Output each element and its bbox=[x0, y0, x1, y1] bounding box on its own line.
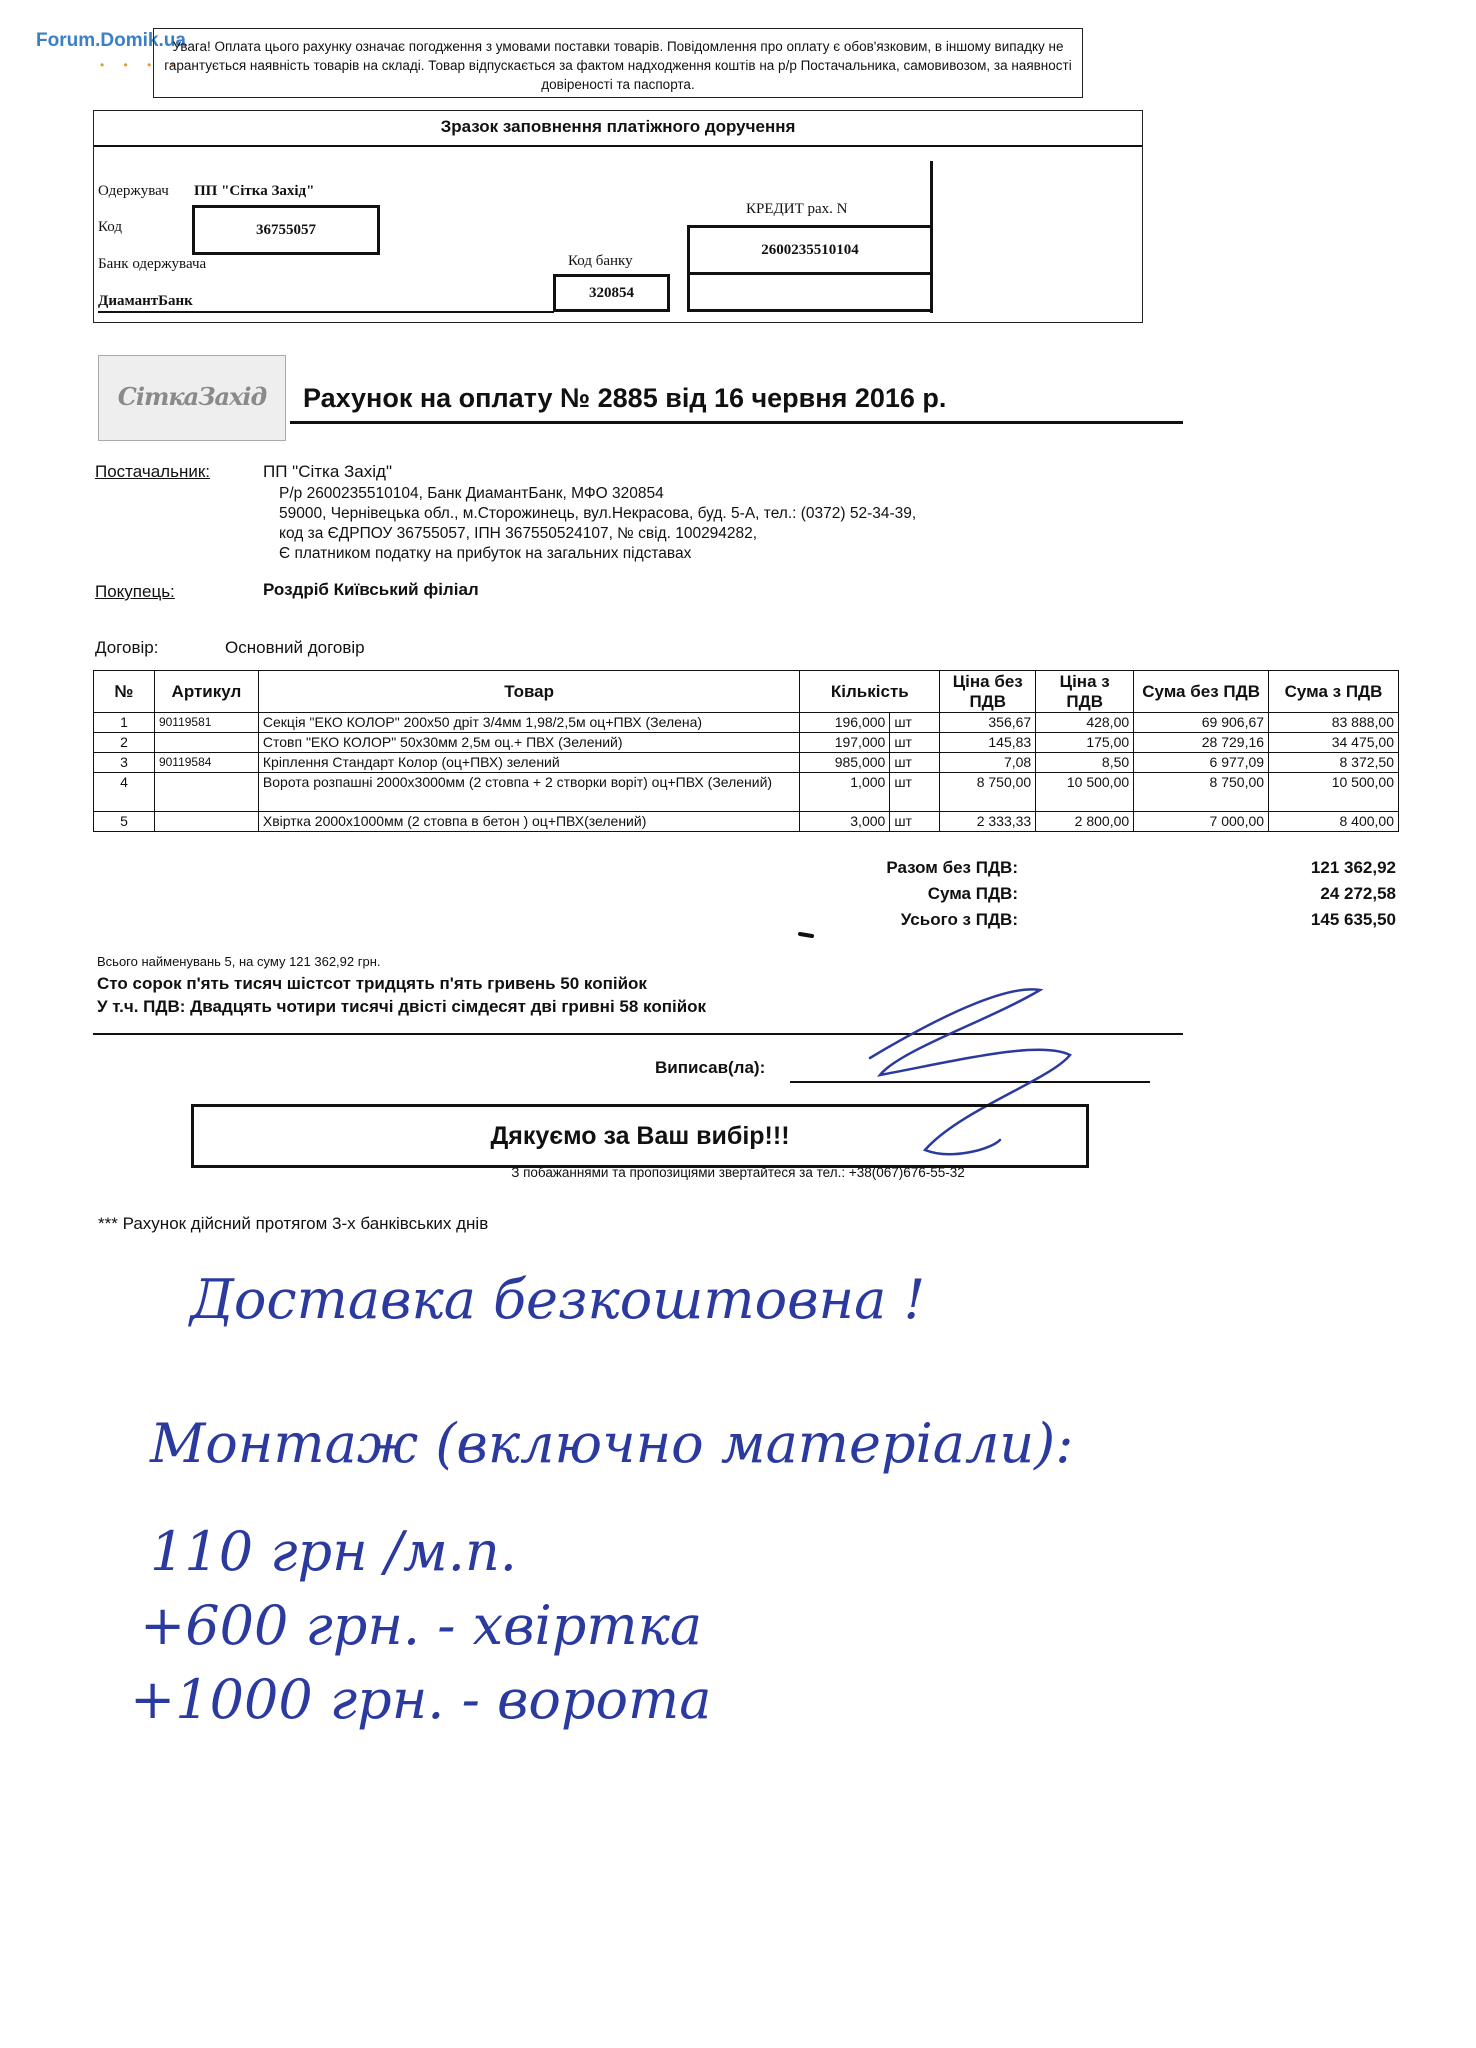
forum-watermark: Forum.Domik.ua bbox=[36, 30, 186, 51]
row-price: 356,67 bbox=[940, 713, 1036, 733]
row-price-vat: 10 500,00 bbox=[1036, 773, 1134, 812]
contract-value: Основний договір bbox=[225, 638, 365, 657]
payment-notice: Увага! Оплата цього рахунку означає погодження з умовами поставки товарів. Повідомлення про оплату є обов'язковим, в іншому випадку не гарантується наявність товарів на складі. Товар відпускається за фактом надходження коштів на р/р Постачальника, самовивозом, за наявності довіреності та паспорта. bbox=[153, 28, 1083, 98]
watermark-dots: • • • • bbox=[100, 58, 183, 72]
items-count-line: Всього найменувань 5, на суму 121 362,92 грн. bbox=[97, 954, 381, 969]
supplier-line-3: код за ЄДРПОУ 36755057, ІПН 367550524107, № свід. 100294282, bbox=[279, 525, 758, 542]
row-price-vat: 428,00 bbox=[1036, 713, 1134, 733]
row-price: 145,83 bbox=[940, 733, 1036, 753]
col-number: № bbox=[94, 671, 155, 713]
row-sum-vat: 10 500,00 bbox=[1269, 773, 1399, 812]
bank-code-label: Код банку bbox=[568, 253, 633, 269]
supplier-line-2: 59000, Чернівецька обл., м.Сторожинець, вул.Некрасова, буд. 5-А, тел.: (0372) 52-34-39, bbox=[279, 505, 917, 522]
thanks-banner: Дякуємо за Ваш вибір!!! bbox=[191, 1104, 1089, 1168]
row-article: 90119584 bbox=[154, 753, 258, 773]
row-sum-vat: 83 888,00 bbox=[1269, 713, 1399, 733]
row-qty: 3,000 bbox=[800, 812, 890, 832]
bank-label: Банк одержувача bbox=[98, 256, 207, 272]
row-qty: 197,000 bbox=[800, 733, 890, 753]
code-value-box: 36755057 bbox=[192, 205, 380, 255]
code-label: Код bbox=[98, 219, 122, 235]
row-number: 1 bbox=[94, 713, 155, 733]
buyer-name: Роздріб Київський філіал bbox=[263, 580, 479, 599]
total-no-vat-label: Разом без ПДВ: bbox=[886, 858, 1018, 877]
contact-line: З побажаннями та пропозиціями звертайтеся за тел.: +38(067)676-55-32 bbox=[511, 1165, 965, 1180]
bank-code-box: 320854 bbox=[553, 274, 670, 312]
amount-in-words: Сто сорок п'ять тисяч шістсот тридцять п'ять гривень 50 копійок bbox=[97, 974, 647, 993]
col-price-vat: Ціна з ПДВ bbox=[1036, 671, 1134, 713]
supplier-label: Постачальник: bbox=[95, 462, 210, 481]
vat-in-words: У т.ч. ПДВ: Двадцять чотири тисячі двісті сімдесят дві гривні 58 копійок bbox=[97, 997, 707, 1016]
row-number: 2 bbox=[94, 733, 155, 753]
handwritten-wicket-price: +600 грн. - хвіртка bbox=[140, 1594, 703, 1657]
row-price: 8 750,00 bbox=[940, 773, 1036, 812]
vat-value: 24 272,58 bbox=[1320, 884, 1396, 903]
row-sum: 69 906,67 bbox=[1134, 713, 1269, 733]
col-article: Артикул bbox=[154, 671, 258, 713]
vat-label: Сума ПДВ: bbox=[927, 884, 1018, 903]
supplier-line-4: Є платником податку на прибуток на загальних підставах bbox=[279, 545, 692, 562]
row-unit: шт bbox=[890, 713, 940, 733]
row-product: Хвіртка 2000х1000мм (2 стовпа в бетон ) оц+ПВХ(зелений) bbox=[258, 812, 799, 832]
row-unit: шт bbox=[890, 753, 940, 773]
row-unit: шт bbox=[890, 812, 940, 832]
credit-label: КРЕДИТ рах. N bbox=[746, 201, 848, 217]
handwritten-installation: Монтаж (включно матеріали): bbox=[150, 1412, 1074, 1475]
row-product: Секція "ЕКО КОЛОР" 200х50 дріт 3/4мм 1,98/2,5м оц+ПВХ (Зелена) bbox=[258, 713, 799, 733]
bank-value: ДиамантБанк bbox=[98, 293, 193, 309]
handwritten-delivery: Доставка безкоштовна ! bbox=[190, 1268, 926, 1331]
row-qty: 1,000 bbox=[800, 773, 890, 812]
supplier-line-1: Р/р 2600235510104, Банк ДиамантБанк, МФО 320854 bbox=[279, 485, 664, 502]
row-unit: шт bbox=[890, 733, 940, 753]
supplier-name: ПП "Сітка Захід" bbox=[263, 462, 392, 481]
total-no-vat-value: 121 362,92 bbox=[1310, 858, 1396, 877]
row-sum-vat: 8 400,00 bbox=[1269, 812, 1399, 832]
col-quantity: Кількість bbox=[800, 671, 940, 713]
row-qty: 196,000 bbox=[800, 713, 890, 733]
row-price: 7,08 bbox=[940, 753, 1036, 773]
row-article: 90119581 bbox=[154, 713, 258, 733]
row-number: 4 bbox=[94, 773, 155, 812]
contract-label: Договір: bbox=[95, 638, 159, 657]
row-sum-vat: 34 475,00 bbox=[1269, 733, 1399, 753]
row-product: Ворота розпашні 2000х3000мм (2 стовпа + 2 створки воріт) оц+ПВХ (Зелений) bbox=[258, 773, 799, 812]
issued-by-label: Виписав(ла): bbox=[655, 1058, 766, 1077]
credit-value-box: 2600235510104 bbox=[687, 225, 933, 275]
row-price-vat: 8,50 bbox=[1036, 753, 1134, 773]
row-sum: 8 750,00 bbox=[1134, 773, 1269, 812]
recipient-label: Одержувач bbox=[98, 183, 169, 199]
buyer-label: Покупець: bbox=[95, 582, 175, 601]
total-vat-value: 145 635,50 bbox=[1310, 910, 1396, 929]
invoice-title: Рахунок на оплату № 2885 від 16 червня 2016 р. bbox=[303, 383, 947, 413]
col-sum-no-vat: Сума без ПДВ bbox=[1134, 671, 1269, 713]
validity-note: *** Рахунок дійсний протягом 3-х банківських днів bbox=[98, 1214, 489, 1233]
row-number: 3 bbox=[94, 753, 155, 773]
col-sum-vat: Сума з ПДВ bbox=[1269, 671, 1399, 713]
handwritten-gate-price: +1000 грн. - ворота bbox=[130, 1668, 712, 1731]
recipient-value: ПП "Сітка Захід" bbox=[194, 183, 315, 199]
total-vat-label: Усього з ПДВ: bbox=[900, 910, 1018, 929]
row-sum: 7 000,00 bbox=[1134, 812, 1269, 832]
row-price: 2 333,33 bbox=[940, 812, 1036, 832]
row-price-vat: 175,00 bbox=[1036, 733, 1134, 753]
payment-sample-title: Зразок заповнення платіжного доручення bbox=[440, 117, 796, 136]
row-product: Стовп "ЕКО КОЛОР" 50х30мм 2,5м оц.+ ПВХ (Зелений) bbox=[258, 733, 799, 753]
row-unit: шт bbox=[890, 773, 940, 812]
row-qty: 985,000 bbox=[800, 753, 890, 773]
row-number: 5 bbox=[94, 812, 155, 832]
handwritten-price-per-meter: 110 грн /м.п. bbox=[150, 1520, 517, 1583]
col-product: Товар bbox=[258, 671, 799, 713]
col-price-no-vat: Ціна без ПДВ bbox=[940, 671, 1036, 713]
row-sum-vat: 8 372,50 bbox=[1269, 753, 1399, 773]
row-product: Кріплення Стандарт Колор (оц+ПВХ) зелений bbox=[258, 753, 799, 773]
logo-text: СіткаЗахід bbox=[117, 382, 267, 411]
row-price-vat: 2 800,00 bbox=[1036, 812, 1134, 832]
row-sum: 6 977,09 bbox=[1134, 753, 1269, 773]
row-sum: 28 729,16 bbox=[1134, 733, 1269, 753]
